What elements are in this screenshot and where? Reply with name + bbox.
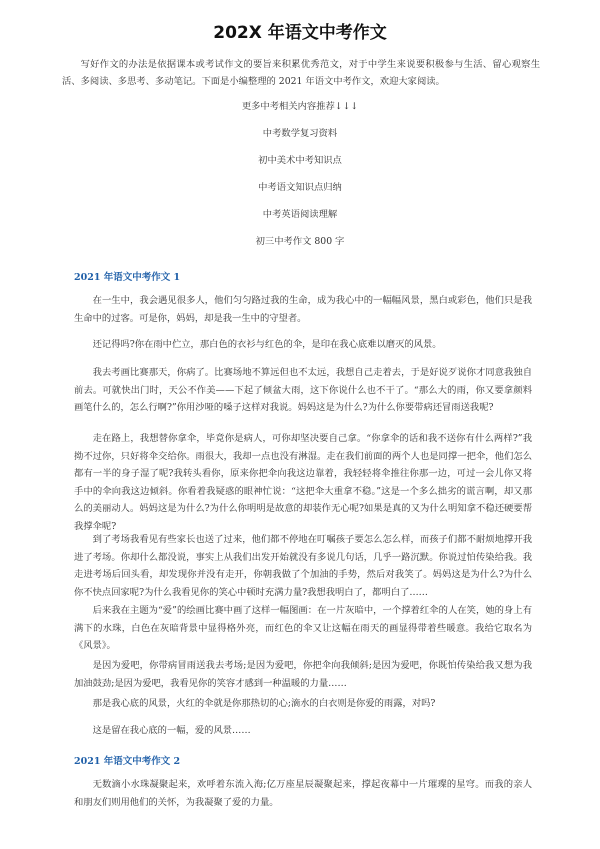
link-art-knowledge[interactable]: 初中美术中考知识点 — [258, 155, 342, 166]
intro-paragraph: 写好作文的办法是依据课本或考试作文的要旨来积累优秀范文，对于中学生来说要积极参与生活、留心观察生活、多阅读、多思考、多动笔记。下面是小编整理的 2021 年语文中考作文，欢迎大家阅读。 — [62, 59, 540, 87]
section-heading-1: 2021 年语文中考作文 1 — [74, 272, 181, 283]
paragraph: 到了考场我看见有些家长也送了过来，他们都不停地在叮嘱孩子要怎么怎么样，而孩子们都不耐烦地撑开我进了考场。你却什么都没说，事实上从我们出发开始就没有多说几句话，几乎一路沉默。你说过怕传染给我。我走进考场后回头看，却发现你并没有走开，你朝我做了个加油的手势，然后对我笑了。妈妈这是为什么?为什么你不快点回家呢?为什么我看见你的笑心中顿时充满力量?我想我明白了，都明白了…… — [74, 534, 532, 598]
link-english-reading[interactable]: 中考英语阅读理解 — [262, 209, 338, 220]
paragraph: 那是我心底的风景，火红的伞就是你那热切的心;滴水的白衣则是你爱的雨露，对吗? — [92, 698, 436, 709]
paragraph: 是因为爱吧，你带病冒雨送我去考场;是因为爱吧，你把伞向我倾斜;是因为爱吧，你既怕传染给我又想为我加油鼓劲;是因为爱吧，我看见你的笑容才感到一种温暖的力量…… — [74, 660, 532, 689]
section-heading-2: 2021 年语文中考作文 2 — [74, 756, 181, 767]
page-title: 202X 年语文中考作文 — [213, 23, 387, 43]
related-links-header: 更多中考相关内容推荐↓↓↓ — [241, 101, 359, 112]
paragraph: 这是留在我心底的一幅，爱的风景…… — [92, 725, 251, 736]
paragraph: 无数滴小水珠凝聚起来，欢呼着东流入海;亿万座星辰凝聚起来，撑起夜幕中一片璀璨的星穹。而我的亲人和朋友们则用他们的关怀，为我凝聚了爱的力量。 — [74, 779, 532, 808]
paragraph: 走在路上，我想替你拿伞，毕竟你是病人，可你却坚决要自己拿。“你拿伞的话和我不送你有什么两样?”我拗不过你，只好将伞交给你。雨很大，我却一点也没有淋湿。走在我们前面的两个人也是同撑一把伞，他们怎么都有一半的身子湿了呢?我转头看你，原来你把伞向我这边靠着，我轻轻将伞推往你那一边，可过一会儿你又将手中的伞向我这边倾斜。你看着我疑惑的眼神忙说：“这把伞大重拿不稳。”这是一个多么拙劣的谎言啊，却又那么的美丽动人。妈妈这是为什么?为什么你明明是故意的却装作无心呢?如果是真的又为什么明知拿不稳还硬要帮我撑伞呢? — [74, 433, 532, 532]
paragraph: 后来我在主题为“爱”的绘画比赛中画了这样一幅图画：在一片灰暗中，一个撑着红伞的人在笑，她的身上有满下的水珠，白色在灰暗背景中显得格外亮，而红色的伞又让这幅在雨天的画显得带着些暖意。我给它取名为《风景》。 — [74, 605, 532, 651]
link-essay-800[interactable]: 初三中考作文 800 字 — [255, 236, 345, 247]
link-chinese-knowledge[interactable]: 中考语文知识点归纳 — [258, 182, 342, 193]
paragraph: 在一生中，我会遇见很多人，他们匀匀路过我的生命，成为我心中的一幅幅风景，黑白或彩色，他们只是我生命中的过客。可是你，妈妈，却是我一生中的守望者。 — [74, 295, 532, 324]
link-math-review[interactable]: 中考数学复习资料 — [262, 128, 338, 139]
paragraph: 还记得吗?你在雨中伫立，那白色的衣衫与红色的伞，是印在我心底难以磨灭的风景。 — [92, 339, 442, 350]
related-links — [0, 98, 600, 260]
paragraph: 我去考画比赛那天，你病了。比赛场地不算远但也不太远，我想自己走着去，于是好说歹说你才同意我独自前去。可就快出门时，天公不作美——下起了倾盆大雨，这下你说什么也不干了。“那么大的雨，你又要拿颜料画笔什么的，怎么行啊?”你用沙哑的嗓子这样对我说。妈妈这是为什么?为什么你要带病还冒雨送我呢? — [74, 367, 532, 413]
